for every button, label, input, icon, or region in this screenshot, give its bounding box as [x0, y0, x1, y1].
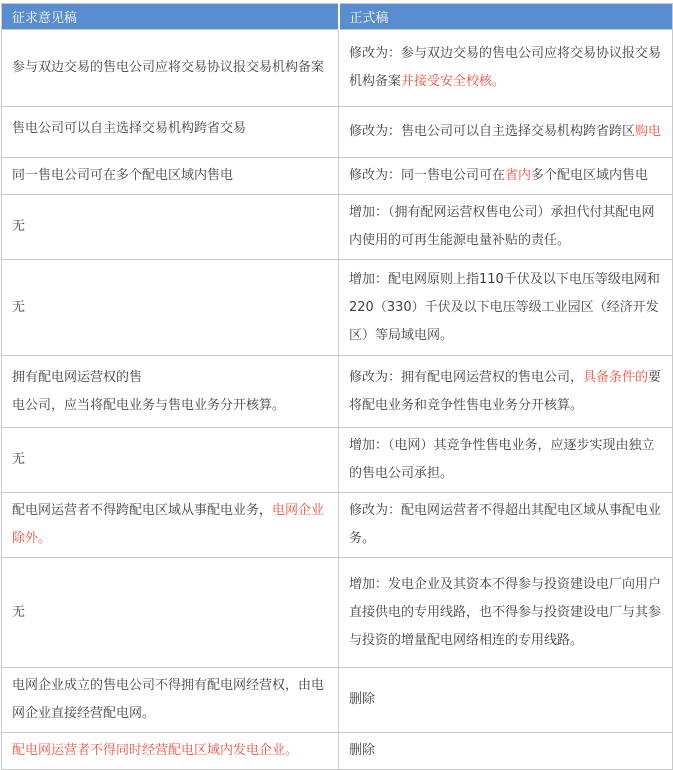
- text-segment: 参与双边交易的售电公司应将交易协议报交易机构备案: [12, 60, 325, 75]
- draft-cell: [2, 107, 339, 158]
- final-cell: [339, 195, 673, 260]
- table-row: [2, 668, 673, 733]
- text-segment: 售电公司可以自主选择交易机构跨省交易: [12, 121, 247, 136]
- table-row: [2, 30, 673, 107]
- final-cell: [339, 30, 673, 107]
- final-cell: [339, 558, 673, 668]
- draft-cell: [2, 733, 339, 770]
- revision-highlight-text: 购电: [635, 124, 662, 139]
- final-cell: [339, 158, 673, 195]
- header-final-label: 正式稿: [349, 11, 389, 26]
- text-segment: 无: [12, 452, 26, 467]
- text-segment: 无: [12, 604, 26, 620]
- final-cell: [339, 493, 673, 558]
- text-segment: 电公司，应当将配电业务与售电业务分开核算。: [12, 397, 286, 413]
- table-row: [2, 356, 673, 428]
- draft-cell: [2, 30, 339, 107]
- text-segment: 同一售电公司可在多个配电区域内售电: [12, 168, 234, 183]
- draft-cell: [2, 428, 339, 493]
- header-row: [2, 4, 673, 30]
- table-header: [2, 4, 673, 30]
- table-row: [2, 260, 673, 356]
- draft-cell: [2, 356, 339, 428]
- revision-highlight-text: 具备条件的: [583, 369, 649, 385]
- table-row: [2, 428, 673, 493]
- text-segment: 无: [12, 299, 26, 315]
- table-row: [2, 195, 673, 260]
- draft-cell: [2, 668, 339, 733]
- text-segment: 修改为：售电公司可以自主选择交易机构跨省跨区: [349, 124, 636, 139]
- comparison-table: [1, 3, 673, 770]
- final-cell: [339, 107, 673, 158]
- text-segment: 增加：发电企业及其资本不得参与投资建设电厂向用户直接供电的专用线路，也不得参与投资建设电厂与其参与投资的增量配电网络相连的专用线路。: [349, 576, 662, 648]
- table-row: [2, 107, 673, 158]
- text-segment: 无: [12, 219, 26, 234]
- header-draft-label: 征求意见稿: [12, 11, 78, 26]
- final-cell: [339, 260, 673, 356]
- text-segment: 修改为：配电网运营者不得超出其配电区域从事配电业务。: [349, 503, 662, 546]
- revision-highlight-text: 电网企业除外。: [12, 503, 325, 546]
- table-row: [2, 493, 673, 558]
- text-segment: 修改为：参与双边交易的售电公司应将交易协议报交易机构备案: [349, 46, 662, 89]
- comparison-table-body: [2, 30, 673, 770]
- text-segment: 增加：配电网原则上指110千伏及以下电压等级电网和220（330）千伏及以下电压等级工业园区（经济开发区）等局域电网。: [349, 271, 660, 343]
- table-row: [2, 158, 673, 195]
- text-segment: 增加：（电网）其竞争性售电业务，应逐步实现由独立的售电公司承担。: [349, 438, 655, 481]
- text-segment: 电网企业成立的售电公司不得拥有配电网经营权，由电网企业直接经营配电网。: [12, 678, 325, 721]
- draft-cell: [2, 558, 339, 668]
- final-cell: [339, 428, 673, 493]
- header-draft-column: [2, 4, 339, 30]
- header-final-column: [339, 4, 673, 30]
- final-cell: [339, 668, 673, 733]
- text-segment: 修改为：拥有配电网运营权的售电公司，: [349, 369, 584, 385]
- final-cell: [339, 356, 673, 428]
- draft-cell: [2, 260, 339, 356]
- text-segment: 要将配电业务和竞争性售电业务分开核算。: [349, 369, 662, 413]
- text-segment: 多个配电区域内售电: [531, 168, 649, 183]
- text-segment: 增加：（拥有配网运营权售电公司）承担代付其配电网内使用的可再生能源电量补贴的责任。: [349, 205, 655, 248]
- final-cell: [339, 733, 673, 770]
- text-segment: 配电网运营者不得跨配电区域从事配电业务，: [12, 503, 273, 518]
- text-segment: 拥有配电网运营权的售: [12, 369, 143, 385]
- draft-cell: [2, 158, 339, 195]
- draft-cell: [2, 195, 339, 260]
- revision-highlight-text: 配电网运营者不得同时经营配电区域内发电企业。: [12, 743, 299, 758]
- revision-highlight-text: 省内: [505, 168, 532, 183]
- text-segment: 修改为：同一售电公司可在: [349, 168, 506, 183]
- text-segment: 删除: [349, 692, 376, 707]
- table-row: [2, 558, 673, 668]
- text-segment: 删除: [349, 743, 376, 758]
- table-row: [2, 733, 673, 770]
- draft-cell: [2, 493, 339, 558]
- revision-highlight-text: 并接受安全校核。: [401, 74, 506, 89]
